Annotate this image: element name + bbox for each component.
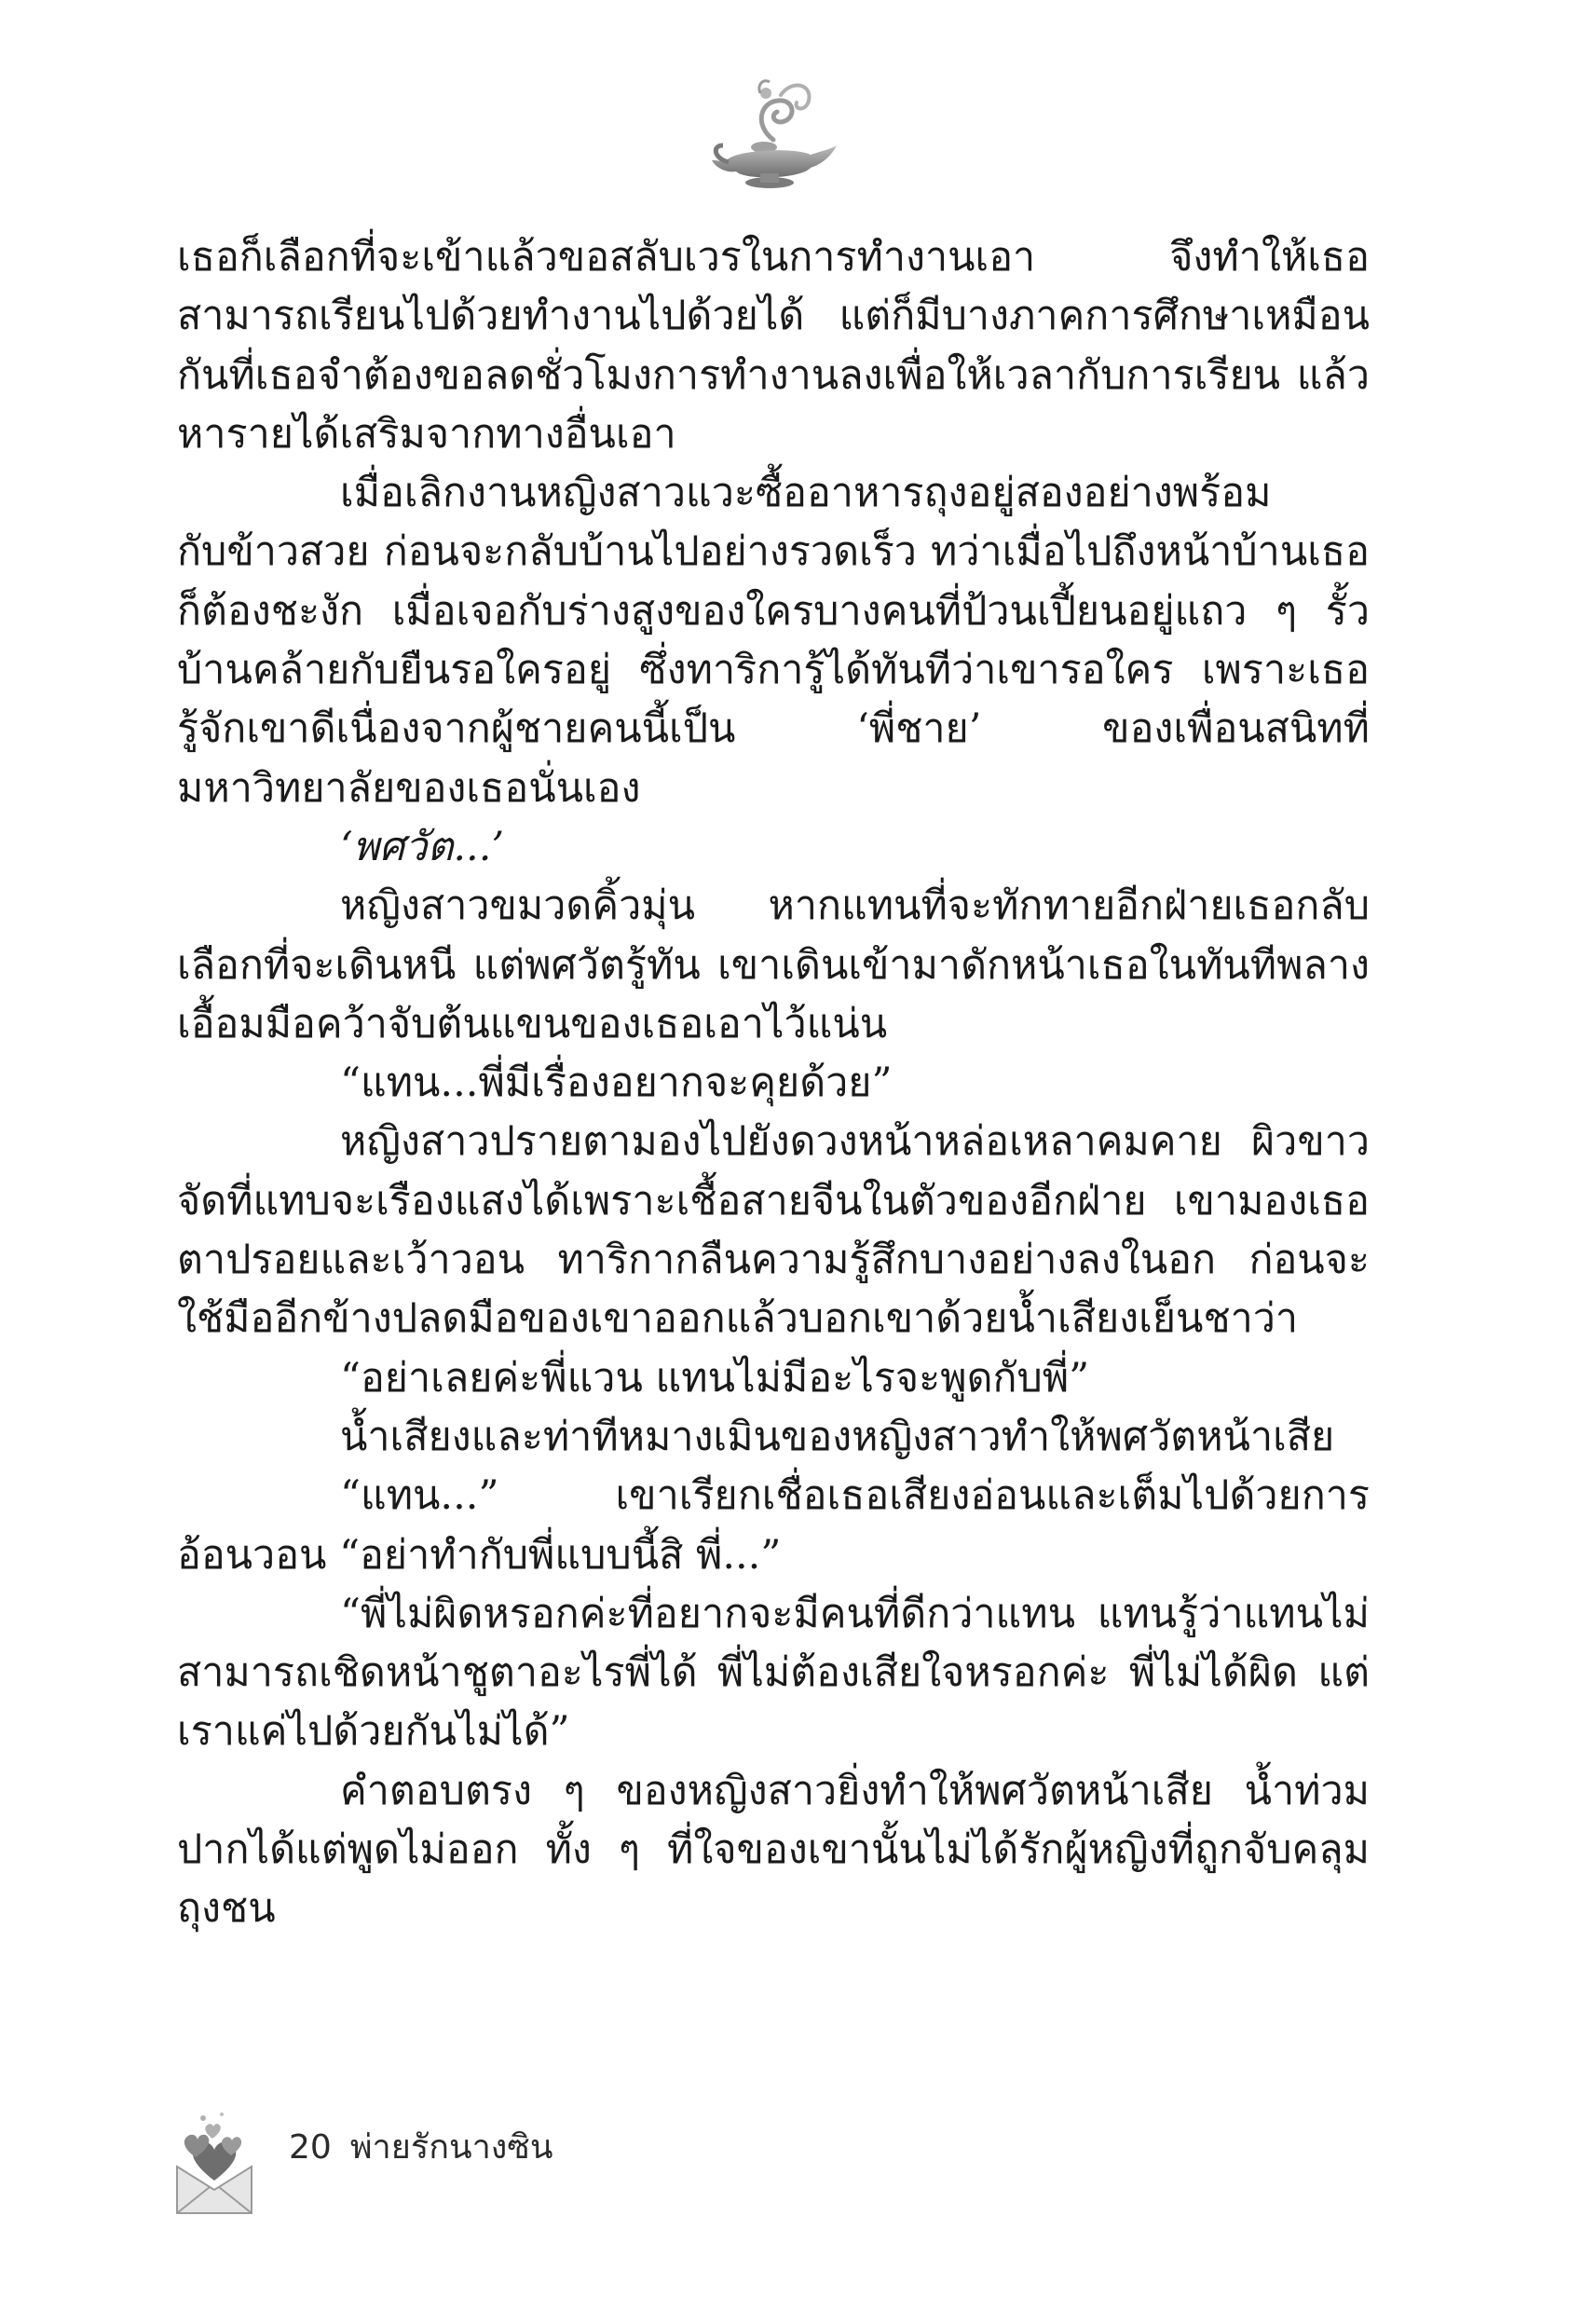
paragraph: หญิงสาวปรายตามองไปยังดวงหน้าหล่อเหลาคมคาย ผิวขาวจัดที่แทบจะเรืองแสงได้เพราะเชื้อสายจีนในตัวของอีกฝ่าย เขามองเธอตาปรอยและเว้าวอน ทาริกากลืนความรู้สึกบางอย่างลงในอก ก่อนจะใช้มืออีกข้างปลดมือของเขาออกแล้วบอกเขาด้วยน้ำเสียงเย็นชาว่า bbox=[177, 1118, 1370, 1343]
footer-label bbox=[289, 2120, 571, 2173]
paragraph: เมื่อเลิกงานหญิงสาวแวะซื้ออาหารถุงอยู่สองอย่างพร้อมกับข้าวสวย ก่อนจะกลับบ้านไปอย่างรวดเร็ว ทว่าเมื่อไปถึงหน้าบ้านเธอก็ต้องชะงัก เมื่อเจอกับร่างสูงของใครบางคนที่ป้วนเปี้ยนอยู่แถว ๆ รั้วบ้านคล้ายกับยืนรอใครอยู่ ซึ่งทาริการู้ได้ทันทีว่าเขารอใคร เพราะเธอรู้จักเขาดีเนื่องจากผู้ชายคนนี้เป็น ‘พี่ชาย’ ของเพื่อนสนิทที่มหาวิทยาลัยของเธอนั่นเอง bbox=[177, 470, 1370, 812]
paragraph: น้ำเสียงและท่าทีหมางเมินของหญิงสาวทำให้พศวัตหน้าเสีย bbox=[340, 1413, 1335, 1460]
paragraph: “อย่าเลยค่ะพี่แวน แทนไม่มีอะไรจะพูดกับพี่” bbox=[340, 1354, 1090, 1402]
book-title: พ่ายรักนางซิน bbox=[349, 2128, 553, 2167]
paragraph: “แทน...พี่มีเรื่องอยากจะคุยด้วย” bbox=[340, 1060, 893, 1107]
paragraph: “แทน...” เขาเรียกเชื่อเธอเสียงอ่อนและเต็มไปด้วยการอ้อนวอน “อย่าทำกับพี่แบบนี้สิ พี่...” bbox=[177, 1472, 1370, 1579]
page-footer bbox=[168, 2101, 727, 2232]
page-number: 20 bbox=[289, 2128, 332, 2167]
paragraph: คำตอบตรง ๆ ของหญิงสาวยิ่งทำให้พศวัตหน้าเสีย น้ำท่วมปากได้แต่พูดไม่ออก ทั้ง ๆ ที่ใจของเขานั้นไม่ได้รักผู้หญิงที่ถูกจับคลุมถุงชน bbox=[177, 1767, 1370, 1933]
hearts-envelope-icon bbox=[168, 2101, 261, 2222]
genie-lamp-icon bbox=[708, 75, 839, 196]
paragraph: เธอก็เลือกที่จะเข้าแล้วขอสลับเวรในการทำงานเอา จึงทำให้เธอสามารถเรียนไปด้วยทำงานไปด้วยได้ แต่ก็มีบางภาคการศึกษาเหมือนกันที่เธอจำต้องขอลดชั่วโมงการทำงานลงเพื่อให้เวลากับการเรียน แล้วหารายได้เสริมจากทางอื่นเอา bbox=[177, 234, 1370, 458]
paragraph: หญิงสาวขมวดคิ้วมุ่น หากแทนที่จะทักทายอีกฝ่ายเธอกลับเลือกที่จะเดินหนี แต่พศวัตรู้ทัน เขาเดินเข้ามาดักหน้าเธอในทันทีพลางเอื้อมมือคว้าจับต้นแขนของเธอเอาไว้แน่น bbox=[177, 882, 1370, 1047]
paragraph: “พี่ไม่ผิดหรอกค่ะที่อยากจะมีคนที่ดีกว่าแทน แทนรู้ว่าแทนไม่สามารถเชิดหน้าชูตาอะไรพี่ได้ พี่ไม่ต้องเสียใจหรอกค่ะ พี่ไม่ได้ผิด แต่เราแค่ไปด้วยกันไม่ได้” bbox=[177, 1590, 1370, 1756]
main-text-body bbox=[177, 228, 1370, 1939]
paragraph: ‘พศวัต...’ bbox=[340, 823, 505, 870]
